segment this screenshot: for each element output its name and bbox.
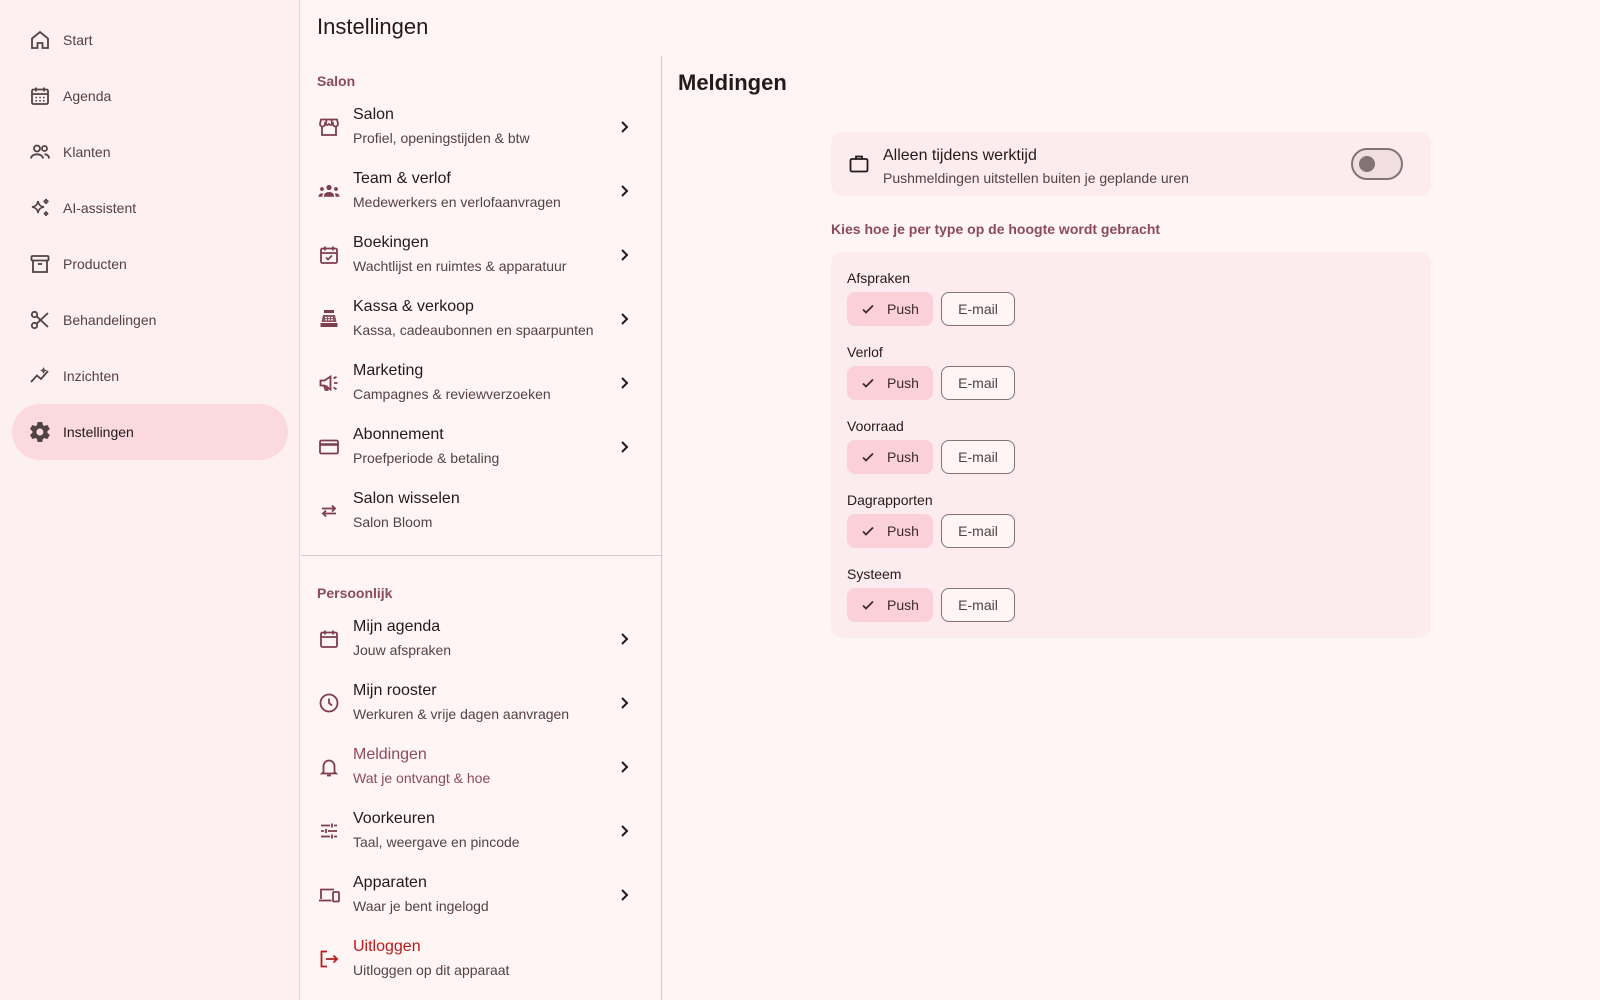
credit-card-icon bbox=[317, 435, 341, 459]
check-icon bbox=[859, 522, 877, 540]
chip-label: E-mail bbox=[958, 375, 998, 391]
email-chip-verlof[interactable] bbox=[941, 366, 1015, 400]
check-icon bbox=[859, 300, 877, 318]
settings-item-boekingen[interactable] bbox=[301, 223, 661, 287]
settings-item-title: Apparaten bbox=[353, 874, 427, 891]
nav-item-label: Behandelingen bbox=[63, 312, 157, 328]
logout-icon bbox=[317, 947, 341, 971]
email-chip-afspraken[interactable] bbox=[941, 292, 1015, 326]
archive-icon bbox=[28, 252, 52, 276]
nav-item-label: Klanten bbox=[63, 144, 111, 160]
nav-item-label: AI-assistent bbox=[63, 200, 137, 216]
event-available-icon bbox=[317, 243, 341, 267]
settings-item-title: Boekingen bbox=[353, 234, 429, 251]
settings-item-voorkeuren[interactable] bbox=[301, 799, 661, 863]
chevron-right-icon bbox=[614, 181, 634, 201]
settings-item-mijn-rooster[interactable] bbox=[301, 671, 661, 735]
settings-item-title: Marketing bbox=[353, 362, 424, 379]
nav-item-start[interactable] bbox=[12, 12, 288, 68]
section-divider bbox=[301, 555, 661, 556]
check-icon bbox=[859, 596, 877, 614]
work-hours-title: Alleen tijdens werktijd bbox=[883, 147, 1037, 164]
nav-item-instellingen[interactable] bbox=[12, 404, 288, 460]
campaign-icon bbox=[317, 371, 341, 395]
pref-label-dagrapporten: Dagrapporten bbox=[847, 492, 933, 508]
settings-item-subtitle: Uitloggen op dit apparaat bbox=[353, 962, 510, 978]
settings-item-subtitle: Wachtlijst en ruimtes & apparatuur bbox=[353, 258, 567, 274]
store-icon bbox=[317, 115, 341, 139]
settings-item-apparaten[interactable] bbox=[301, 863, 661, 927]
chevron-right-icon bbox=[614, 693, 634, 713]
nav-item-agenda[interactable] bbox=[12, 68, 288, 124]
nav-item-label: Start bbox=[63, 32, 93, 48]
chip-label: Push bbox=[887, 523, 919, 539]
settings-item-title: Mijn rooster bbox=[353, 682, 437, 699]
pref-label-voorraad: Voorraad bbox=[847, 418, 904, 434]
pref-label-afspraken: Afspraken bbox=[847, 270, 911, 286]
navigation-rail bbox=[0, 0, 300, 1000]
chip-label: Push bbox=[887, 449, 919, 465]
settings-item-mijn-agenda[interactable] bbox=[301, 607, 661, 671]
settings-item-subtitle: Kassa, cadeaubonnen en spaarpunten bbox=[353, 322, 594, 338]
settings-item-subtitle: Werkuren & vrije dagen aanvragen bbox=[353, 706, 570, 722]
settings-item-subtitle: Medewerkers en verlofaanvragen bbox=[353, 194, 561, 210]
settings-item-subtitle: Taal, weergave en pincode bbox=[353, 834, 520, 850]
settings-item-team-verlof[interactable] bbox=[301, 159, 661, 223]
push-chip-dagrapporten[interactable] bbox=[847, 514, 933, 548]
nav-item-label: Agenda bbox=[63, 88, 112, 104]
calendar-icon bbox=[317, 627, 341, 651]
settings-item-title: Salon wisselen bbox=[353, 490, 460, 507]
people-icon bbox=[28, 140, 52, 164]
sparkle-icon bbox=[28, 196, 52, 220]
push-chip-verlof[interactable] bbox=[847, 366, 933, 400]
chip-label: Push bbox=[887, 375, 919, 391]
nav-item-inzichten[interactable] bbox=[12, 348, 288, 404]
push-chip-systeem[interactable] bbox=[847, 588, 933, 622]
chip-label: E-mail bbox=[958, 597, 998, 613]
home-icon bbox=[28, 28, 52, 52]
settings-item-subtitle: Salon Bloom bbox=[353, 514, 433, 530]
chip-label: Push bbox=[887, 301, 919, 317]
chip-label: E-mail bbox=[958, 301, 998, 317]
chip-label: Push bbox=[887, 597, 919, 613]
chevron-right-icon bbox=[614, 117, 634, 137]
settings-item-subtitle: Proefperiode & betaling bbox=[353, 450, 500, 466]
briefcase-icon bbox=[847, 152, 871, 176]
work-hours-subtitle: Pushmeldingen uitstellen buiten je geplande uren bbox=[883, 170, 1189, 186]
settings-item-title: Mijn agenda bbox=[353, 618, 441, 635]
push-chip-afspraken[interactable] bbox=[847, 292, 933, 326]
chevron-right-icon bbox=[614, 629, 634, 649]
work-hours-toggle[interactable] bbox=[1351, 148, 1403, 180]
settings-item-title: Voorkeuren bbox=[353, 810, 435, 827]
notification-prefs-card bbox=[831, 252, 1431, 638]
nav-item-behandelingen[interactable] bbox=[12, 292, 288, 348]
insights-icon bbox=[28, 364, 52, 388]
email-chip-systeem[interactable] bbox=[941, 588, 1015, 622]
settings-item-title: Meldingen bbox=[353, 746, 427, 763]
settings-item-subtitle: Waar je bent ingelogd bbox=[353, 898, 489, 914]
nav-item-label: Producten bbox=[63, 256, 127, 272]
toggle-knob bbox=[1359, 156, 1375, 172]
nav-item-label: Inzichten bbox=[63, 368, 120, 384]
chip-label: E-mail bbox=[958, 449, 998, 465]
devices-icon bbox=[317, 883, 341, 907]
nav-item-label: Instellingen bbox=[63, 424, 134, 440]
gear-icon bbox=[28, 420, 52, 444]
chip-label: E-mail bbox=[958, 523, 998, 539]
groups-icon bbox=[317, 179, 341, 203]
settings-item-salon-wisselen[interactable] bbox=[301, 479, 661, 543]
nav-item-klanten[interactable] bbox=[12, 124, 288, 180]
nav-item-ai-assistent[interactable] bbox=[12, 180, 288, 236]
chevron-right-icon bbox=[614, 309, 634, 329]
swap-icon bbox=[317, 499, 341, 523]
email-chip-voorraad[interactable] bbox=[941, 440, 1015, 474]
pref-label-systeem: Systeem bbox=[847, 566, 902, 582]
settings-item-meldingen[interactable] bbox=[301, 735, 661, 799]
chevron-right-icon bbox=[614, 885, 634, 905]
register-icon bbox=[317, 307, 341, 331]
chevron-right-icon bbox=[614, 245, 634, 265]
settings-item-kassa-verkoop[interactable] bbox=[301, 287, 661, 351]
email-chip-dagrapporten[interactable] bbox=[941, 514, 1015, 548]
clock-icon bbox=[317, 691, 341, 715]
chevron-right-icon bbox=[614, 757, 634, 777]
settings-item-abonnement[interactable] bbox=[301, 415, 661, 479]
settings-item-subtitle: Campagnes & reviewverzoeken bbox=[353, 386, 551, 402]
scissors-icon bbox=[28, 308, 52, 332]
section-header-persoonlijk: Persoonlijk bbox=[317, 585, 393, 601]
check-icon bbox=[859, 448, 877, 466]
bell-icon bbox=[317, 755, 341, 779]
settings-list bbox=[301, 56, 662, 1000]
settings-item-marketing[interactable] bbox=[301, 351, 661, 415]
settings-item-uitloggen[interactable] bbox=[301, 927, 661, 991]
chevron-right-icon bbox=[614, 437, 634, 457]
settings-item-subtitle: Wat je ontvangt & hoe bbox=[353, 770, 491, 786]
settings-item-salon[interactable] bbox=[301, 95, 661, 159]
settings-item-title: Salon bbox=[353, 106, 394, 123]
detail-title: Meldingen bbox=[678, 70, 787, 95]
pref-label-verlof: Verlof bbox=[847, 344, 883, 360]
calendar-icon bbox=[28, 84, 52, 108]
prefs-heading: Kies hoe je per type op de hoogte wordt gebracht bbox=[831, 221, 1161, 237]
settings-item-title: Kassa & verkoop bbox=[353, 298, 474, 315]
chevron-right-icon bbox=[614, 373, 634, 393]
settings-item-title: Team & verlof bbox=[353, 170, 451, 187]
work-hours-card bbox=[831, 132, 1431, 196]
check-icon bbox=[859, 374, 877, 392]
chevron-right-icon bbox=[614, 821, 634, 841]
nav-item-producten[interactable] bbox=[12, 236, 288, 292]
push-chip-voorraad[interactable] bbox=[847, 440, 933, 474]
settings-item-subtitle: Jouw afspraken bbox=[353, 642, 452, 658]
page-title: Instellingen bbox=[317, 14, 429, 39]
tune-icon bbox=[317, 819, 341, 843]
settings-item-title: Uitloggen bbox=[353, 938, 421, 955]
section-header-salon: Salon bbox=[317, 73, 356, 89]
settings-item-title: Abonnement bbox=[353, 426, 444, 443]
settings-item-subtitle: Profiel, openingstijden & btw bbox=[353, 130, 530, 146]
